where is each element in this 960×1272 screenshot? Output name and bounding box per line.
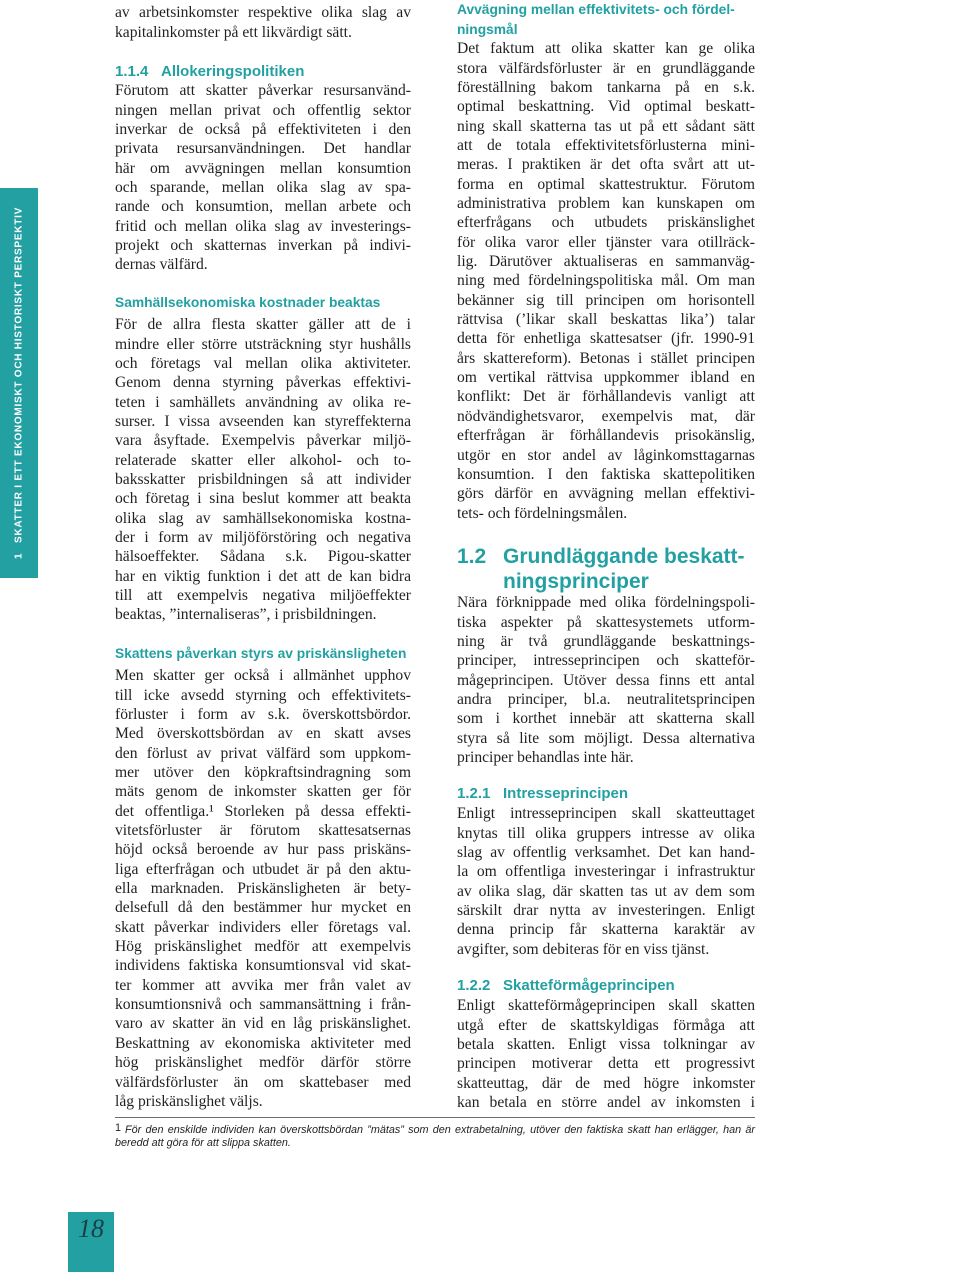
heading-number: 1.2.2 xyxy=(457,977,491,995)
text-line: mågeprincipen. Utöver dessa finns ett antal xyxy=(457,671,755,689)
text-line: utgör en stor andel av låginkomsttagarnas xyxy=(457,446,755,464)
text-line: höjd också beroende av hur pass priskäns- xyxy=(115,841,411,859)
text-line: av olika slag, där skatten tas ut av dem som xyxy=(457,882,755,900)
subsection-heading xyxy=(115,62,411,81)
subsection-heading xyxy=(457,976,755,995)
text-line: principer behandlas inte här. xyxy=(457,749,634,767)
text-line: individens faktiska konsumtionsval vid skat- xyxy=(115,957,411,975)
text-line: ning är två grundläggande beskattnings- xyxy=(457,632,755,650)
text-line: vara åsyftade. Exempelvis påverkar miljö- xyxy=(115,432,411,450)
text-line: som i korthet innebär att skatterna skall xyxy=(457,710,755,728)
text-line: olika slag av samhällsekonomiska kostna- xyxy=(115,509,411,527)
chapter-sidebar xyxy=(0,188,38,578)
text-line: mer utöver den köpkraftsindragning som xyxy=(115,764,411,782)
text-line: görs därför en avvägning mellan effektivi- xyxy=(457,485,755,503)
paragraph xyxy=(457,804,755,959)
text-line: har en viktig funktion i det att de kan bidra xyxy=(115,567,411,585)
text-line: meras. I praktiken är det ofta svårt att ut- xyxy=(457,156,755,174)
text-line: principen motiverar detta ett progressivt xyxy=(457,1055,755,1073)
text-line: dernas välfärd. xyxy=(115,256,208,274)
text-line: Med överskottsbördan av en skatt avses xyxy=(115,725,411,743)
text-line: föreställning bakom tankarna på en s.k. xyxy=(457,78,755,96)
text-line: särskilt drar nytta av investeringen. Enligt xyxy=(457,902,755,920)
heading-number: 1.1.4 xyxy=(115,63,149,81)
heading-title xyxy=(503,976,675,995)
text-line: la om offentliga investeringar i infrastruktur xyxy=(457,863,755,881)
text-line: relaterade skatter eller alkohol- och to- xyxy=(115,451,411,469)
text-line: Hög priskänslighet medför att exempelvis xyxy=(115,938,411,956)
text-line: Enligt skatteförmågeprincipen skall skatten xyxy=(457,997,755,1015)
text-line: slag av offentlig verksamhet. Det kan hand- xyxy=(457,843,755,861)
text-line: fritid och mellan olika slag av investerings- xyxy=(115,217,411,235)
subsection-heading xyxy=(457,784,755,803)
text-line: efterfrågan är förhållandevis prisokänslig, xyxy=(457,427,755,445)
chapter-title: SKATTER I ETT EKONOMISKT OCH HISTORISKT PERSPEKTIV xyxy=(13,207,25,544)
text-line: varo av skatter än vid en låg priskänslighet. xyxy=(115,1015,411,1033)
heading-title xyxy=(503,784,628,803)
text-line: stora välfärdsförluster är en grundläggande xyxy=(457,59,755,77)
heading-title-line: Skattens påverkan styrs av priskänsligheten xyxy=(115,646,407,662)
text-line: ter kommer att avvika mer från valet av xyxy=(115,976,411,994)
text-line: efterfrågans och utbudets priskänslighet xyxy=(457,214,755,232)
text-line: baksskatter prisbildningen så att individer xyxy=(115,471,411,489)
heading-title-line: ningsprinciper xyxy=(503,569,649,593)
right-column xyxy=(457,0,755,1115)
text-line: skatt påverkar individers eller företags val. xyxy=(115,918,411,936)
footnote-line xyxy=(115,1124,755,1137)
paragraph xyxy=(457,39,755,523)
text-line: Genom denna styrning påverkas effektivi- xyxy=(115,374,411,392)
text-line: beaktas, ”internaliseras”, i prisbildningen. xyxy=(115,606,377,624)
text-line: och företags val mellan olika aktiviteter. xyxy=(115,354,411,372)
text-line: teten i samhällets användning av olika re- xyxy=(115,393,411,411)
text-line: Nära förknippade med olika fördelningspoli- xyxy=(457,594,755,612)
text-line: Förutom att skatter påverkar resursanvänd- xyxy=(115,82,411,100)
text-line: till att exempelvis negativa miljöeffekter xyxy=(115,587,411,605)
text-line: optimal beskattning. Vid optimal beskatt- xyxy=(457,98,755,116)
text-line: avgifter, som debiteras för en viss tjänst. xyxy=(457,940,710,958)
text-line: kan betala en större andel av inkomsten i xyxy=(457,1094,755,1112)
text-line: delsefull då den bestämmer hur mycket en xyxy=(115,899,411,917)
text-line: projekt och skatternas inverkan på indivi- xyxy=(115,237,411,255)
heading-title-line: Intresseprincipen xyxy=(503,785,629,803)
text-line: förluster i form av s.k. överskottsbördor. xyxy=(115,705,411,723)
text-line: konsumtionsnivå och sammansättning i från- xyxy=(115,996,411,1014)
text-line: det offentliga.¹ Storleken på dessa effekti- xyxy=(115,802,411,820)
text-line: mäts genom de inkomster skatten ger för xyxy=(115,783,411,801)
footnote xyxy=(115,1124,755,1150)
text-line: till icke avsedd styrning och effektivitets- xyxy=(115,686,411,704)
heading-number: 1.2 xyxy=(457,544,487,568)
text-line: och sparande, mellan olika slag av spa- xyxy=(115,179,411,197)
footnote-text: För den enskilde individen kan överskottsbördan ”mätas” som den extrabetalning, utöver den faktiska skatt han erlägger, han är xyxy=(125,1124,755,1136)
heading-title-line: Skatteförmågeprincipen xyxy=(503,977,675,995)
page-number-box xyxy=(68,1212,114,1272)
text-line: forma en optimal skattestruktur. Förutom xyxy=(457,175,755,193)
text-line: inverkar de också på effektiviteten i den xyxy=(115,120,411,138)
text-line: Det faktum att olika skatter kan ge olika xyxy=(457,40,755,58)
heading-title xyxy=(161,62,304,81)
text-line: denna princip får skatterna karaktär av xyxy=(457,921,755,939)
text-line: välfärdsförluster än om skattebaser med xyxy=(115,1073,411,1091)
section-heading xyxy=(457,544,755,594)
heading-title-line: Samhällsekonomiska kostnader beaktas xyxy=(115,295,381,311)
text-line: ella marknaden. Priskänsligheten är bety- xyxy=(115,880,411,898)
run-in-heading xyxy=(115,644,411,663)
paragraph xyxy=(115,666,411,1111)
text-line: betala skatten. Enligt vissa tolkningar av xyxy=(457,1035,755,1053)
text-line: andra principer, bl.a. neutralitetsprincipen xyxy=(457,691,755,709)
text-line: rättvisa (’likar skall beskattas lika’) talar xyxy=(457,311,755,329)
text-line: knytas till olika gruppers intresse av olika xyxy=(457,824,755,842)
text-line: ningen mellan privat och offentlig sektor xyxy=(115,101,411,119)
text-line: låg priskänslighet väljs. xyxy=(115,1092,263,1110)
heading-number: 1.2.1 xyxy=(457,785,491,803)
text-line: liga efterfrågan och utbudet är på den aktu- xyxy=(115,860,411,878)
run-in-heading xyxy=(457,0,755,39)
footnote-separator xyxy=(115,1117,755,1118)
left-column xyxy=(115,0,411,1115)
text-line: ning med fördelningspolitiska mål. Om man xyxy=(457,272,755,290)
text-line: styra så lite som möjligt. Dessa alternativa xyxy=(457,729,755,747)
text-line: Beskattning av ekonomiska aktiviteter med xyxy=(115,1034,411,1052)
text-line: konflikt: Det är förhållandevis vanligt att xyxy=(457,388,755,406)
text-line: der i form av miljöförstöring och negativa xyxy=(115,529,411,547)
footnote-line: beredd att göra för att slippa skatten. xyxy=(115,1137,291,1149)
text-line: vitetsförluster är förutom skattesatsernas xyxy=(115,822,411,840)
page-number: 18 xyxy=(78,1214,104,1243)
paragraph xyxy=(457,996,755,1112)
text-line: kapitalinkomster på ett likvärdigt sätt. xyxy=(115,23,352,41)
heading-title xyxy=(457,0,735,39)
text-line: års skattereform). Betonas i stället principen xyxy=(457,349,755,367)
text-line: Men skatter ger också i allmänhet upphov xyxy=(115,667,411,685)
footnote-marker: 1 xyxy=(115,1122,122,1134)
text-line: utgå efter de skattskyldigas förmåga att xyxy=(457,1016,755,1034)
text-line: och företag i sina beslut kommer att beakta xyxy=(115,490,411,508)
heading-title-line: ningsmål xyxy=(457,21,518,37)
text-line: för olika varor eller tjänster vara otillräck- xyxy=(457,233,755,251)
heading-title xyxy=(115,644,406,663)
text-line: tiska aspekter på skattesystemets utform- xyxy=(457,613,755,631)
text-line: ning skall skatterna tas ut på ett sådant sätt xyxy=(457,117,755,135)
text-line: av arbetsinkomster respektive olika slag av xyxy=(115,4,411,22)
text-line: rande och konsumtion, mellan arbete och xyxy=(115,198,411,216)
text-line: här om avvägningen mellan konsumtion xyxy=(115,159,411,177)
text-line: om vertikal rättvisa uppkommer ibland en xyxy=(457,369,755,387)
chapter-sidebar-label xyxy=(0,188,38,578)
paragraph xyxy=(115,3,411,42)
heading-title-line: Grundläggande beskatt- xyxy=(503,544,745,568)
heading-title xyxy=(115,293,380,312)
heading-title-line: Avvägning mellan effektivitets- och fördel- xyxy=(457,2,735,18)
text-line: skatteuttag, där de med högre inkomster xyxy=(457,1074,755,1092)
text-line: att de totala effektivitetsförlusterna mini- xyxy=(457,137,755,155)
text-line: tets- och fördelningsmålen. xyxy=(457,504,628,522)
text-line: konsumtion. I den faktiska skattepolitiken xyxy=(457,465,755,483)
text-line: detta för enhetliga skattesatser (jfr. 1990-91 xyxy=(457,330,755,348)
text-line: den förlust av privat välfärd som uppkom- xyxy=(115,744,411,762)
text-line: administrativa problem kan kunskapen om xyxy=(457,195,755,213)
paragraph xyxy=(115,315,411,625)
text-line: principer, intresseprincipen och skatteför- xyxy=(457,652,755,670)
text-line: nödvändighetsvaror, exempelvis mat, där xyxy=(457,407,755,425)
paragraph xyxy=(115,81,411,274)
text-line: hög priskänslighet medför därför större xyxy=(115,1054,411,1072)
text-line: lig. Därutöver aktualiseras en sammanväg- xyxy=(457,253,755,271)
run-in-heading xyxy=(115,293,411,312)
text-line: surser. I vissa avseenden kan styreffekterna xyxy=(115,413,411,431)
text-line: privata resursanvändningen. Det handlar xyxy=(115,140,411,158)
text-line: bekänner sig till principen om horisontell xyxy=(457,291,755,309)
chapter-number: 1 xyxy=(13,552,25,559)
heading-title xyxy=(503,544,745,594)
text-line: mindre eller större utsträckning styr hushålls xyxy=(115,335,411,353)
heading-title-line: Allokeringspolitiken xyxy=(161,63,305,81)
text-line: Enligt intresseprincipen skall skatteuttaget xyxy=(457,805,755,823)
text-line: hälsoeffekter. Sådana s.k. Pigou-skatter xyxy=(115,548,411,566)
paragraph xyxy=(457,593,755,767)
text-line: För de allra flesta skatter gäller att de i xyxy=(115,316,411,334)
